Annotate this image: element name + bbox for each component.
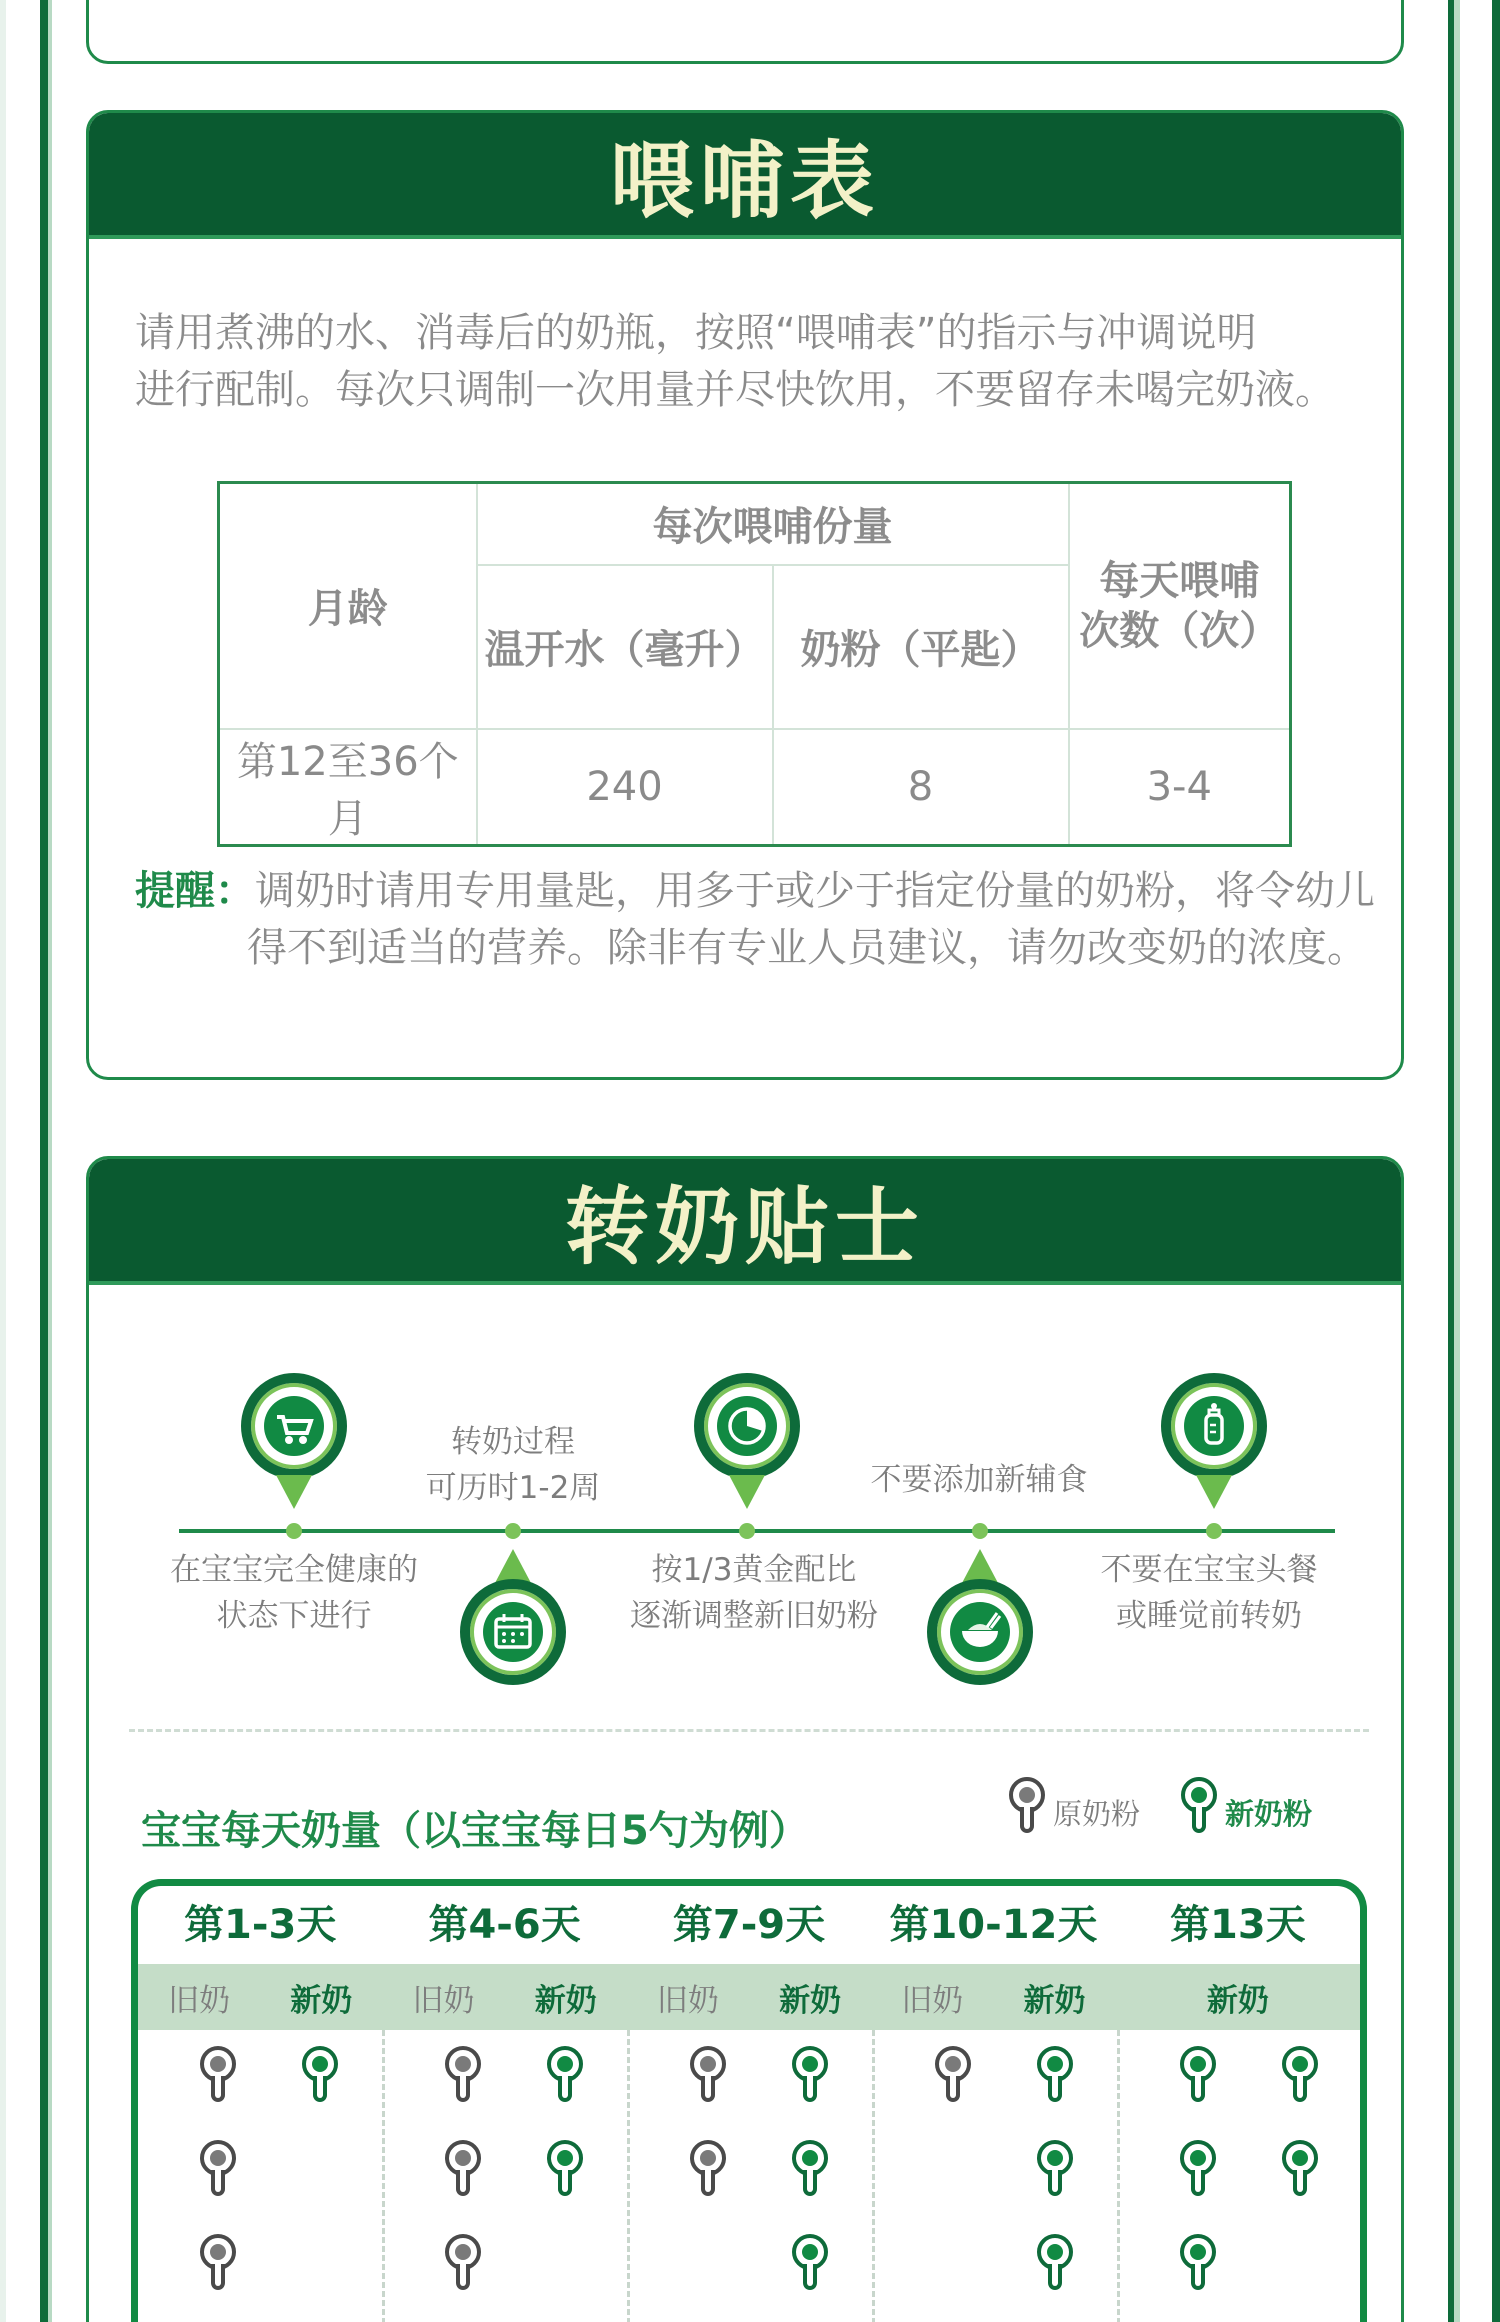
step-line: 状态下进行: [216, 1598, 372, 1634]
step-line: 在宝宝完全健康的: [170, 1552, 418, 1588]
legend-new: [1181, 1777, 1312, 1833]
stroller-icon: [241, 1373, 347, 1479]
pin-tail: [276, 1475, 312, 1509]
pin-tail: [1196, 1475, 1232, 1509]
col-per-feed-header: 每次喂哺份量: [477, 483, 1069, 565]
old-scoop-icon: [200, 2140, 236, 2196]
legend-old-label: 原奶粉: [1053, 1797, 1141, 1831]
step-line: 按1/3黄金配比: [651, 1552, 857, 1588]
old-milk-label: 旧奶: [656, 1982, 719, 2019]
row-age-cell: 第12至36个月: [219, 729, 477, 846]
tip-line: 得不到适当的营养。除非有专业人员建议，请勿改变奶的浓度。: [247, 925, 1367, 971]
pie-chart-icon: [694, 1373, 800, 1479]
old-scoop-icon: [1009, 1777, 1045, 1833]
rice-bowl-icon: [927, 1579, 1033, 1685]
old-scoop-icon: [200, 2046, 236, 2102]
col-daily-header: [1069, 483, 1291, 729]
feeding-tip: [135, 863, 1385, 977]
new-milk-label: 新奶: [290, 1982, 353, 2019]
step-text: [383, 1419, 643, 1511]
row-water-cell: 240: [477, 729, 773, 846]
column-divider: [382, 2030, 385, 2322]
transition-tips-card: [86, 1156, 1404, 2322]
pin-tail: [729, 1475, 765, 1509]
timeline-dot: [505, 1523, 521, 1539]
intro-line: 进行配制。每次只调制一次用量并尽快饮用，不要留存未喝完奶液。: [135, 367, 1335, 413]
old-milk-label: 旧奶: [412, 1982, 475, 2019]
new-scoop-icon: [1037, 2234, 1073, 2290]
step-text: [849, 1457, 1109, 1503]
pin-tail: [495, 1549, 531, 1583]
old-milk-label: 旧奶: [168, 1982, 231, 2019]
new-scoop-icon: [1180, 2140, 1216, 2196]
step-line: 可历时1-2周: [425, 1470, 601, 1506]
old-scoop-icon: [200, 2234, 236, 2290]
new-scoop-icon: [1037, 2046, 1073, 2102]
feeding-table-card: [86, 110, 1404, 1080]
step-line: 转奶过程: [451, 1424, 575, 1460]
day-header: 第10-12天: [889, 1902, 1098, 1948]
milk-type-row: [138, 1964, 1360, 2030]
old-scoop-icon: [935, 2046, 971, 2102]
new-milk-label: 新奶: [1023, 1982, 1086, 2019]
column-divider: [872, 2030, 875, 2322]
daily-amount-title: 宝宝每天奶量（以宝宝每日5勺为例）: [141, 1808, 809, 1854]
frame-stripe: [48, 0, 52, 2322]
frame-stripe: [0, 0, 6, 2322]
row-powder-cell: 8: [773, 729, 1069, 846]
new-scoop-icon: [1180, 2234, 1216, 2290]
day-header: 第1-3天: [184, 1902, 337, 1948]
day-header: 第4-6天: [428, 1902, 581, 1948]
previous-card-bottom: [86, 0, 1404, 64]
frame-stripe: [1454, 0, 1460, 2322]
legend-new-label: 新奶粉: [1225, 1797, 1313, 1831]
feeding-card-header: [89, 113, 1401, 239]
timeline-dot: [739, 1523, 755, 1539]
new-scoop-icon: [1180, 2046, 1216, 2102]
tip-line: 调奶时请用专用量匙，用多于或少于指定份量的奶粉，将令幼儿: [255, 868, 1375, 914]
new-milk-label: 新奶: [534, 1982, 597, 2019]
timeline-line: [179, 1529, 1335, 1533]
old-scoop-icon: [445, 2140, 481, 2196]
old-scoop-icon: [445, 2046, 481, 2102]
timeline-dot: [286, 1523, 302, 1539]
timeline-dot: [1206, 1523, 1222, 1539]
step-line: 或睡觉前转奶: [1116, 1598, 1302, 1634]
old-scoop-icon: [690, 2046, 726, 2102]
new-scoop-icon: [1181, 1777, 1217, 1833]
old-scoop-icon: [445, 2234, 481, 2290]
col-water-header: 温开水（毫升）: [477, 565, 773, 729]
new-scoop-icon: [792, 2046, 828, 2102]
day-header-row: [138, 1886, 1360, 1964]
pin-tail: [962, 1549, 998, 1583]
column-divider: [1117, 2030, 1120, 2322]
new-milk-label: 新奶: [779, 1982, 842, 2019]
frame-stripe: [40, 0, 48, 2322]
daily-schedule-table: [131, 1879, 1367, 2322]
new-scoop-icon: [302, 2046, 338, 2102]
col-daily-line: 每天喂哺: [1099, 557, 1260, 604]
old-scoop-icon: [690, 2140, 726, 2196]
feeding-table: [217, 481, 1292, 847]
step-text: [149, 1547, 439, 1639]
new-scoop-icon: [1037, 2140, 1073, 2196]
new-scoop-icon: [547, 2046, 583, 2102]
transition-section-title: 转奶贴士: [564, 1177, 925, 1276]
step-text: [1079, 1547, 1339, 1639]
legend-old: [1009, 1777, 1140, 1833]
col-powder-header: 奶粉（平匙）: [773, 565, 1069, 729]
feeding-section-title: 喂哺表: [609, 131, 880, 230]
step-line: 逐渐调整新旧奶粉: [630, 1598, 878, 1634]
new-scoop-icon: [1282, 2140, 1318, 2196]
step-line: 不要添加新辅食: [870, 1462, 1088, 1498]
new-scoop-icon: [792, 2140, 828, 2196]
new-scoop-icon: [1282, 2046, 1318, 2102]
step-text: [589, 1547, 919, 1639]
new-scoop-icon: [547, 2140, 583, 2196]
row-daily-cell: 3-4: [1069, 729, 1291, 846]
scoop-grid: [138, 2030, 1360, 2322]
calendar-icon: [460, 1579, 566, 1685]
step-line: 不要在宝宝头餐: [1100, 1552, 1318, 1588]
section-divider: [129, 1729, 1369, 1732]
feeding-intro: [135, 305, 1375, 419]
baby-bottle-icon: [1161, 1373, 1267, 1479]
day-header: 第13天: [1169, 1902, 1306, 1948]
tip-label: 提醒：: [135, 868, 255, 914]
frame-stripe: [1492, 0, 1500, 2322]
timeline-dot: [972, 1523, 988, 1539]
old-milk-label: 旧奶: [901, 1982, 964, 2019]
col-daily-line: 次数（次）: [1079, 607, 1280, 654]
new-milk-label: 新奶: [1206, 1982, 1269, 2019]
day-header: 第7-9天: [672, 1902, 826, 1948]
column-divider: [627, 2030, 630, 2322]
col-age-header: 月龄: [219, 483, 477, 729]
intro-line: 请用煮沸的水、消毒后的奶瓶，按照“喂哺表”的指示与冲调说明: [135, 310, 1257, 356]
new-scoop-icon: [792, 2234, 828, 2290]
